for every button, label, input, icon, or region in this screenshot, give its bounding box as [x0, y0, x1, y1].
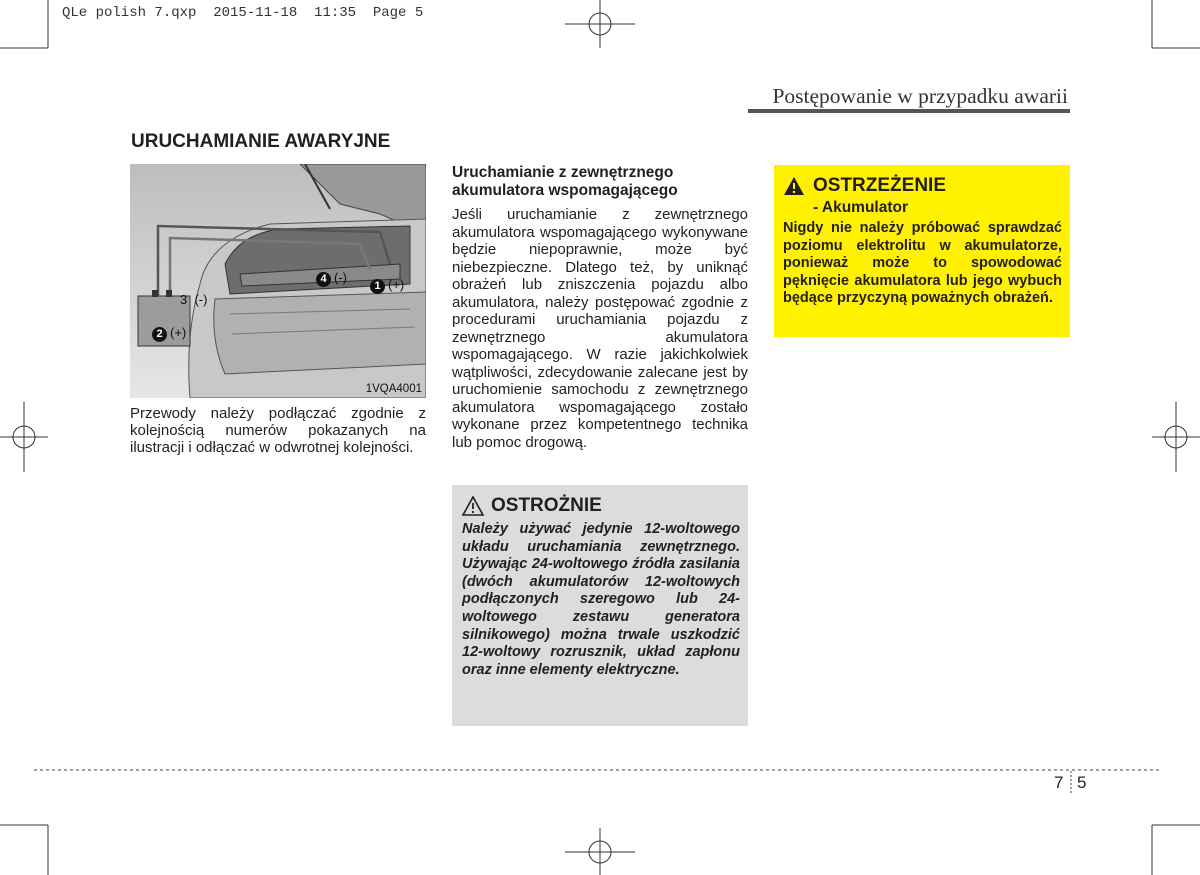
caution-title: OSTROŻNIE: [491, 495, 602, 516]
label-4: [316, 270, 347, 287]
label-1: [370, 277, 404, 294]
number-4: 4: [316, 272, 331, 287]
number-1: 1: [370, 279, 385, 294]
number-2: 2: [152, 327, 167, 342]
subsection-body: Jeśli uruchamianie z zewnętrznego akumulatora wspomagającego wykonywane będzie niepoprawnie, może być niebezpieczne. Dlatego też, by uniknąć obrażeń lub zniszczenia pojazdu albo akumulatora, należy postępować zgodnie z procedurami uruchamiania pojazdu z zewnętrznego akumulatora wspomagającego. W razie jakichkolwiek wątpliwości, zdecydowanie zalecane jest by uruchomienie samochodu z zewnętrznego akumulatora wspomagającego zostało wykonane przez kompetentnego technika lub pomoc drogową.: [452, 206, 748, 451]
figure-caption: Przewody należy podłączać zgodnie z kolejnością numerów pokazanych na ilustracji i odłączać w odwrotnej kolejności.: [130, 405, 426, 456]
section-header: Postępowanie w przypadku awarii: [772, 84, 1068, 108]
label-4-text: (-): [334, 270, 347, 285]
page-number: 5: [1077, 773, 1087, 792]
caution-triangle-icon: [462, 496, 484, 516]
warning-triangle-icon: [783, 176, 805, 196]
warning-title: OSTRZEŻENIE: [813, 175, 947, 196]
figure-code: 1VQA4001: [365, 383, 422, 395]
caution-box: [452, 485, 748, 726]
warning-subtitle: - Akumulator: [813, 199, 909, 216]
label-2-text: (+): [170, 325, 187, 340]
label-3: 3 (-): [180, 292, 208, 307]
warning-box: [774, 165, 1070, 337]
label-2: [152, 325, 186, 342]
chapter-number: 7: [1054, 773, 1064, 792]
jump-start-figure: [130, 164, 426, 398]
warning-text: Nigdy nie należy próbować sprawdzać poziomu elektrolitu w akumulatorze, ponieważ może to spowodować pęknięcie akumulatora lub jego wybuch będące przyczyną poważnych obrażeń.: [783, 220, 1062, 307]
caution-heading: [462, 495, 740, 517]
print-info: QLe polish 7.qxp 2015-11-18 11:35 Page 5: [62, 5, 424, 21]
warning-heading: [783, 175, 1062, 197]
caution-text: Należy używać jedynie 12-woltowego układu uruchamiania zewnętrznego. Używając 24-woltowego źródła zasilania (dwóch akumulatorów 12-woltowych podłączonych szeregowo lub 24-woltowego zestawu generatora silnikowego) można trwale uszkodzić 12-woltowy rozrusznik, układ zapłonu oraz inne elementy elektryczne.: [462, 521, 740, 678]
subsection-title: Uruchamianie z zewnętrznego akumulatora wspomagającego: [452, 164, 678, 199]
label-1-text: (+): [388, 277, 405, 292]
main-title: URUCHAMIANIE AWARYJNE: [131, 131, 391, 152]
